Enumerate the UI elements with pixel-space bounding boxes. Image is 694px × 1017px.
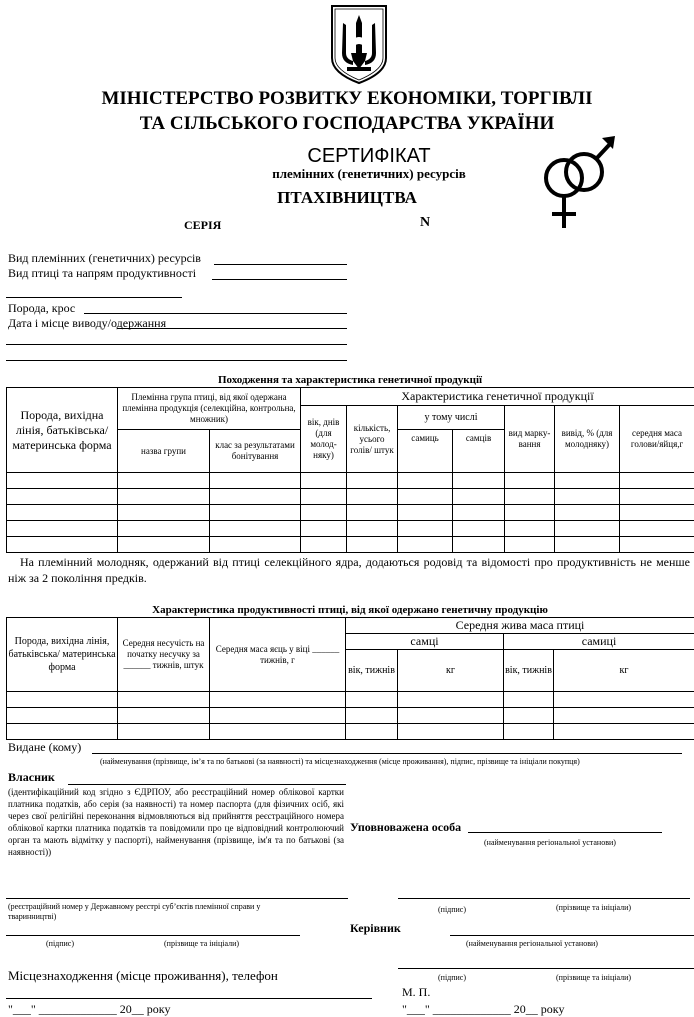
t2-header-live-mass: Середня жива маса птиці	[346, 618, 694, 634]
table-cell[interactable]	[555, 521, 620, 537]
table-cell[interactable]	[210, 473, 301, 489]
origin-table	[6, 387, 694, 553]
table-cell[interactable]	[346, 708, 398, 724]
table-cell[interactable]	[505, 489, 555, 505]
table-cell[interactable]	[210, 692, 346, 708]
table-cell[interactable]	[210, 724, 346, 740]
table-cell[interactable]	[398, 708, 504, 724]
table-cell[interactable]	[453, 521, 505, 537]
date-place-label: Дата і місце виводу/одержання	[8, 316, 167, 330]
table-cell[interactable]	[301, 473, 347, 489]
t2-header-laying: Середня несучість на початку несучку за ______ тижнів, штук	[118, 618, 210, 692]
authorized-signature-caption: (підпис)	[438, 905, 467, 914]
certificate-title: СЕРТИФІКАТ	[307, 145, 431, 167]
table-cell[interactable]	[398, 537, 453, 553]
issued-input[interactable]	[92, 753, 682, 754]
t1-header-breed: Порода, вихідна лінія, батьківська/ материнська форма	[7, 388, 118, 473]
table-cell[interactable]	[505, 473, 555, 489]
registry-input[interactable]	[6, 898, 348, 899]
t2-header-females: самці	[346, 634, 504, 650]
stamp-label: М. П.	[402, 985, 431, 999]
t1-header-marking: вид марку-вання	[505, 406, 555, 473]
bird-type-label: Вид птиці та напрям продуктивності	[8, 266, 197, 280]
table-cell[interactable]	[453, 537, 505, 553]
t1-header-class: клас за результатами бонітування	[210, 430, 301, 473]
table2-title: Характеристика продуктивності птиці, від якої одержано генетичну продукцію	[152, 604, 548, 616]
bird-type-input-extra[interactable]	[6, 297, 182, 298]
t1-header-group: Племінна група птиці, від якої одержана племінна продукція (селекційна, контрольна, множник)	[118, 388, 301, 430]
t1-header-hatch: вивід, % (для молодняку)	[555, 406, 620, 473]
table-cell[interactable]	[398, 724, 504, 740]
productivity-table	[6, 617, 694, 740]
coat-of-arms-icon	[329, 3, 389, 85]
table-cell[interactable]	[210, 708, 346, 724]
t1-header-age: вік, днів (для молод-няку)	[301, 406, 347, 473]
table-cell[interactable]	[347, 505, 398, 521]
table-row	[7, 505, 694, 521]
table-cell[interactable]	[118, 692, 210, 708]
t2-header-kg-males: кг	[554, 650, 694, 692]
series-label: СЕРІЯ	[184, 218, 222, 232]
table-cell[interactable]	[620, 521, 694, 537]
issued-caption: (найменування (прізвище, ім’я та по батькові (за наявності) та місцезнаходження (місце проживання), підпис, прізвище та ініціали покупця)	[100, 757, 580, 766]
authorized-name-caption: (прізвище та ініціали)	[556, 903, 632, 912]
owner-signature-caption: (підпис)	[46, 939, 75, 948]
head-signature-line[interactable]	[398, 968, 694, 969]
table-cell[interactable]	[301, 521, 347, 537]
table-cell[interactable]	[7, 692, 118, 708]
table-cell[interactable]	[505, 505, 555, 521]
t1-header-total: кількість, усього голів/ штук	[347, 406, 398, 473]
t1-header-including: у тому числі	[398, 406, 505, 430]
table-cell[interactable]	[118, 521, 210, 537]
table-cell[interactable]	[346, 724, 398, 740]
table-cell[interactable]	[7, 708, 118, 724]
issued-label: Видане (кому)	[8, 740, 82, 754]
table-cell[interactable]	[398, 521, 453, 537]
table-cell[interactable]	[555, 537, 620, 553]
table-cell[interactable]	[554, 692, 694, 708]
breed-input[interactable]	[84, 313, 347, 314]
table-cell[interactable]	[301, 505, 347, 521]
table-cell[interactable]	[555, 473, 620, 489]
t2-header-egg-mass: Середня маса яєць у віці ______ тижнів, г	[210, 618, 346, 692]
table1-title: Походження та характеристика генетичної продукції	[217, 374, 483, 386]
table-cell[interactable]	[554, 708, 694, 724]
owner-name-caption: (прізвище та ініціали)	[164, 939, 240, 948]
table-row	[7, 724, 694, 740]
t1-header-females: самиць	[398, 430, 453, 473]
certificate-branch: ПТАХІВНИЦТВА	[277, 188, 417, 207]
table-row	[7, 473, 694, 489]
table-cell[interactable]	[505, 537, 555, 553]
table-cell[interactable]	[118, 505, 210, 521]
authorized-label: Уповноважена особа	[350, 820, 462, 834]
table-cell[interactable]	[554, 724, 694, 740]
owner-address-label: Місцезнаходження (місце проживання), телефон	[8, 968, 278, 983]
table-cell[interactable]	[346, 692, 398, 708]
table-cell[interactable]	[504, 692, 554, 708]
table-cell[interactable]	[555, 505, 620, 521]
authorized-caption: (найменування регіональної установи)	[484, 838, 616, 847]
t2-header-breed: Порода, вихідна лінія, батьківська/ материнська форма	[7, 618, 118, 692]
table-row	[7, 489, 694, 505]
resource-type-label: Вид племінних (генетичних) ресурсів	[8, 251, 201, 265]
certificate-subtitle: племінних (генетичних) ресурсів	[272, 166, 466, 181]
table-cell[interactable]	[7, 473, 118, 489]
table-cell[interactable]	[555, 489, 620, 505]
head-name-caption: (прізвище та ініціали)	[556, 973, 632, 982]
table-cell[interactable]	[620, 505, 694, 521]
table-cell[interactable]	[118, 473, 210, 489]
t2-header-age-females: вік, тижнів	[346, 650, 398, 692]
table-cell[interactable]	[7, 537, 118, 553]
table-cell[interactable]	[7, 521, 118, 537]
t2-header-age-males: вік, тижнів	[504, 650, 554, 692]
table-cell[interactable]	[453, 505, 505, 521]
table-cell[interactable]	[301, 537, 347, 553]
table-cell[interactable]	[620, 473, 694, 489]
authorized-signature-line[interactable]	[398, 898, 690, 899]
head-label: Керівник	[350, 921, 401, 935]
t1-header-characteristic: Характеристика генетичної продукції	[301, 388, 694, 406]
table-cell[interactable]	[7, 724, 118, 740]
t2-header-kg-females: кг	[398, 650, 504, 692]
table-cell[interactable]	[118, 489, 210, 505]
t1-header-mass: середня маса голови/яйця,г	[620, 406, 694, 473]
table-row	[7, 692, 694, 708]
owner-signature-line[interactable]	[6, 935, 300, 936]
date-place-input-extra2[interactable]	[6, 360, 347, 361]
table-cell[interactable]	[398, 473, 453, 489]
table-cell[interactable]	[301, 489, 347, 505]
table-cell[interactable]	[210, 505, 301, 521]
table-cell[interactable]	[210, 537, 301, 553]
authorized-input[interactable]	[468, 832, 662, 833]
table-cell[interactable]	[620, 537, 694, 553]
date-place-input-extra1[interactable]	[6, 344, 347, 345]
owner-date[interactable]: "___" _____________ 20__ року	[8, 1002, 171, 1016]
table-cell[interactable]	[118, 708, 210, 724]
head-date[interactable]: "___" _____________ 20__ року	[402, 1002, 565, 1016]
table-cell[interactable]	[453, 473, 505, 489]
head-signature-caption: (підпис)	[438, 973, 467, 982]
gender-symbols-icon	[540, 132, 618, 230]
table-cell[interactable]	[7, 505, 118, 521]
table-row	[7, 708, 694, 724]
ministry-title-line2: ТА СІЛЬСЬКОГО ГОСПОДАРСТВА УКРАЇНИ	[139, 113, 555, 134]
table-cell[interactable]	[347, 537, 398, 553]
registry-caption: (реєстраційний номер у Державному реєстрі суб’єктів племінної справи у тваринництві)	[8, 902, 261, 921]
t1-header-group-name: назва групи	[118, 430, 210, 473]
head-input[interactable]	[450, 935, 694, 936]
table-cell[interactable]	[210, 489, 301, 505]
table-cell[interactable]	[347, 521, 398, 537]
ministry-title-line1: МІНІСТЕРСТВО РОЗВИТКУ ЕКОНОМІКИ, ТОРГІВЛІ	[101, 88, 593, 109]
pedigree-note: На племінний молодняк, одержаний від птиці селекційного ядра, додаються родовід та відомості про продуктивність не менше ніж за 2 покоління предків.	[8, 555, 690, 585]
table-cell[interactable]	[210, 521, 301, 537]
table-cell[interactable]	[347, 473, 398, 489]
date-place-input[interactable]	[117, 328, 347, 329]
table-cell[interactable]	[7, 489, 118, 505]
table-cell[interactable]	[504, 724, 554, 740]
owner-input[interactable]	[68, 784, 346, 785]
table-cell[interactable]	[347, 489, 398, 505]
table-cell[interactable]	[453, 489, 505, 505]
table-cell[interactable]	[398, 692, 504, 708]
owner-label: Власник	[8, 770, 55, 784]
breed-label: Порода, крос	[8, 301, 76, 315]
table-cell[interactable]	[398, 489, 453, 505]
number-label: N	[420, 215, 431, 230]
table-cell[interactable]	[118, 537, 210, 553]
owner-description: (ідентифікаційний код згідно з ЄДРПОУ, або реєстраційний номер облікової картки платника податків, або серія (за наявності) та номер паспорта (для фізичних осіб, які через свої релігійні переконання відмовляються від прийняття реєстраційного номера облікової картки платника податків та повідомили про це відповідний контролюючий орган та мають відмітку у паспорті), найменування (прізвище, ім'я та по батькові (за наявності))	[8, 787, 344, 857]
table-cell[interactable]	[505, 521, 555, 537]
table-row	[7, 537, 694, 553]
table-cell[interactable]	[504, 708, 554, 724]
table-cell[interactable]	[398, 505, 453, 521]
table-cell[interactable]	[118, 724, 210, 740]
table-cell[interactable]	[620, 489, 694, 505]
bird-type-input[interactable]	[212, 279, 347, 280]
t1-header-males: самців	[453, 430, 505, 473]
resource-type-input[interactable]	[214, 264, 347, 265]
head-caption: (найменування регіональної установи)	[466, 939, 598, 948]
table-row	[7, 521, 694, 537]
t2-header-males: самиці	[504, 634, 694, 650]
owner-address-input[interactable]	[6, 998, 372, 999]
